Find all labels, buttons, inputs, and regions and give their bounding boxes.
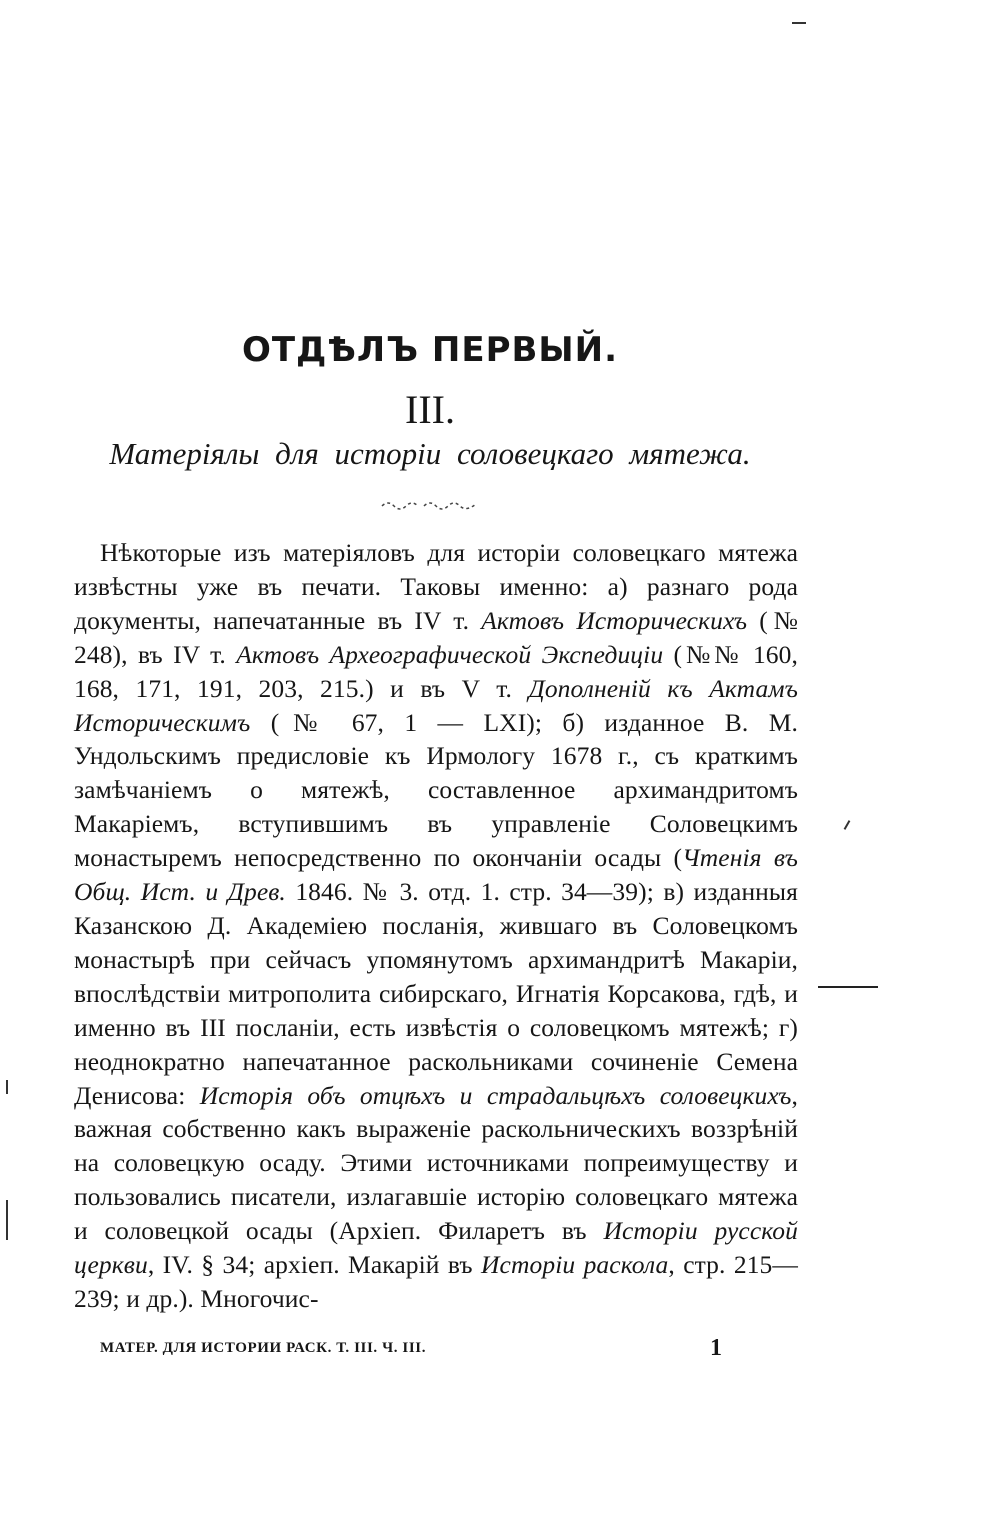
paragraph-segment: , стр. 215—239; и др.). Многочис- [74, 1250, 798, 1313]
margin-speck [844, 820, 851, 830]
paragraph-italic-segment: Актовъ Историческихъ [481, 605, 748, 635]
paragraph-italic-segment: Исторіи раскола [481, 1250, 669, 1280]
page-number: 1 [710, 1335, 722, 1361]
paragraph-segment: (№ 248), въ IV т. [74, 605, 799, 669]
paragraph-italic-segment: Актовъ Археографической Экспедиціи [236, 639, 664, 669]
chapter-title: Матеріялы для исторіи соловецкаго мятежа. [109, 436, 751, 471]
paragraph-segment: (№№ 160, 168, 171, 191, 203, 215.) и въ V т. [74, 639, 798, 703]
paragraph-italic-segment: Исторія объ отцѣхъ и страдальцѣхъ соловецкихъ [199, 1080, 792, 1110]
paragraph-segment: 1846. № 3. отд. 1. стр. 34—39); в) изданныя Казанскою Д. Академіею посланія, жившаго въ Соловецкомъ монастырѣ при сейчасъ упомянутомъ архимандритѣ Макаріи, впослѣдствіи митрополита сибирскаго, Игнатія Корсакова, гдѣ, и именно въ III посланіи, есть извѣстія о соловецкомъ мятежѣ; г) неоднократно напечатанное раскольниками сочиненіе Семена Денисова: [74, 877, 798, 1110]
paragraph-segment: (№ 67, 1 — LXI); б) изданное В. М. Ундольскимъ предисловіе къ Ирмологу 1678 г., съ краткимъ замѣчаніемъ о мятежѣ, составленное архимандритомъ Макаріемъ, вступившимъ въ управленіе Соловецкимъ монастыремъ непосредственно по окончаніи осады ( [74, 707, 798, 873]
paragraph-segment: , IV. § 34; архіеп. Макарій въ [147, 1250, 482, 1280]
paragraph-italic-segment: Дополненій къ Актамъ Историческимъ [74, 673, 799, 737]
footer-signature: МАТЕР. ДЛЯ ИСТОРИИ РАСК. Т. III. Ч. III. [100, 1340, 427, 1356]
decorative-ornament [380, 494, 480, 514]
paragraph-italic-segment: Исторіи русской церкви [74, 1216, 799, 1280]
margin-speck [792, 22, 806, 24]
margin-mark-dash [818, 986, 878, 988]
section-title: ОТДѢЛЪ ПЕРВЫЙ. [241, 330, 619, 370]
margin-speck [6, 1080, 8, 1094]
chapter-number: III. [405, 387, 455, 432]
paragraph-segment: , важная собственно какъ выраженіе раскольническихъ воззрѣній на соловецкую осаду. Этими источниками попреимуществу и пользовались писатели, излагавшіе исторію соловецкаго мятежа и соловецкой осады (Архіеп. Филаретъ въ [74, 1080, 798, 1246]
paragraph-segment: Нѣкоторые изъ матеріяловъ для исторіи соловецкаго мятежа извѣстны уже въ печати. Таковы именно: а) разнаго рода документы, напечатанные въ IV т. [74, 538, 798, 635]
body-paragraph [74, 536, 798, 1316]
paragraph-italic-segment: Чтенія въ Общ. Ист. и Древ. [74, 843, 798, 907]
margin-speck [6, 1200, 8, 1240]
